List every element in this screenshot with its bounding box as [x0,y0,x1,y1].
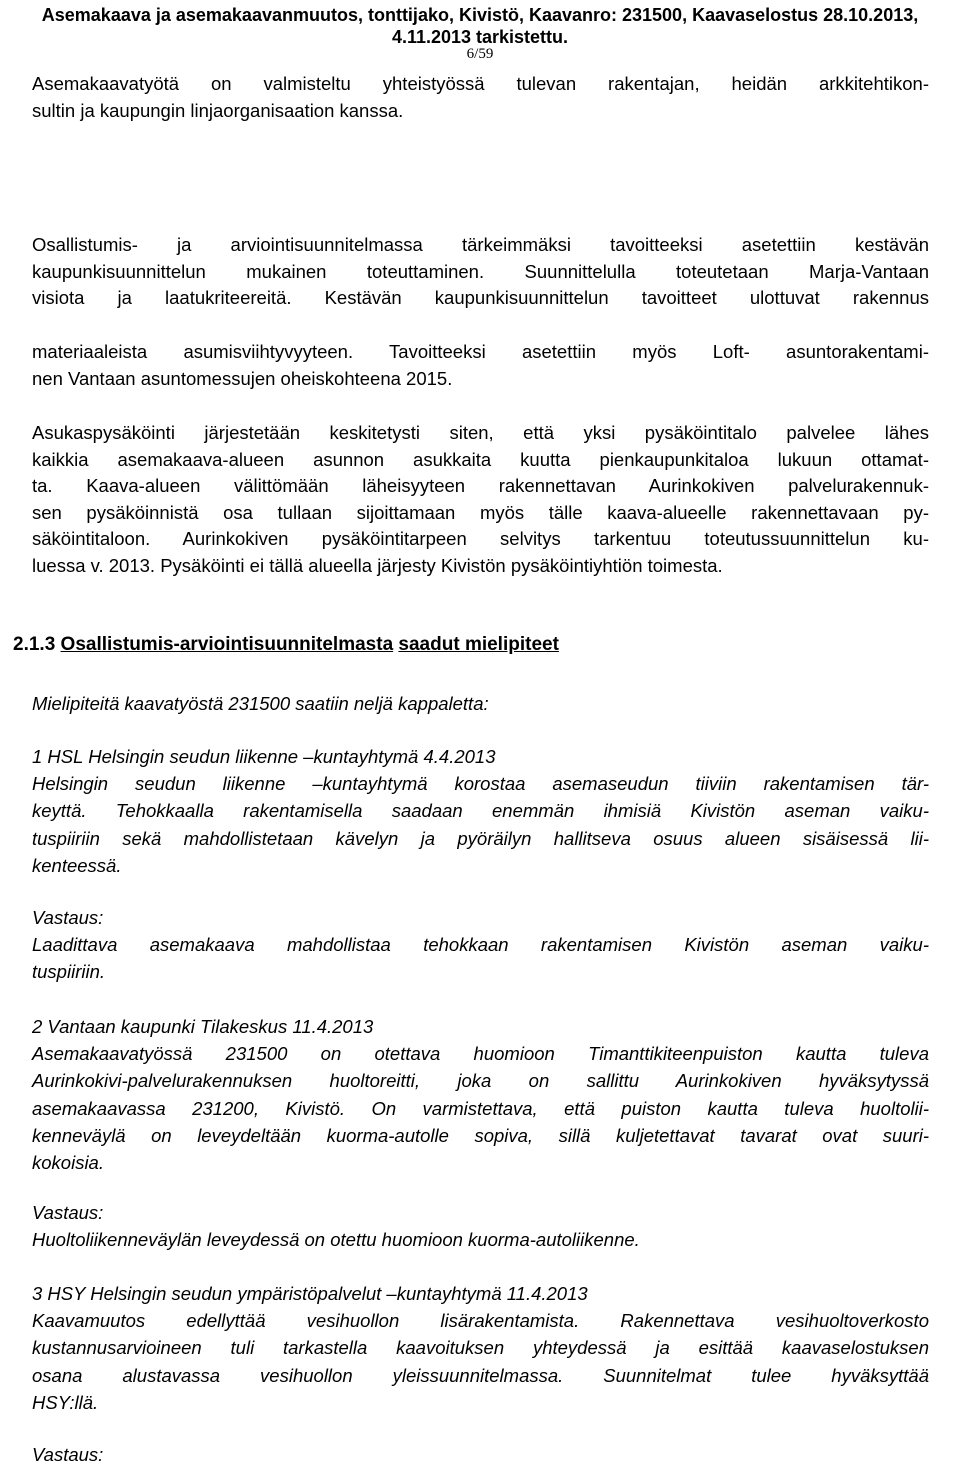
section-heading [13,632,559,658]
text-line: keyttä. Tehokkaalla rakentamisella saadaan enemmän ihmisiä Kivistön aseman vaiku- [32,800,929,822]
paragraph-3 [32,420,929,579]
text-line: kustannusarvioineen tuli tarkastella kaavoituksen yhteydessä ja esittää kaavaselostuksen [32,1337,929,1359]
text-line: luessa v. 2013. Pysäköinti ei tällä alueella järjesty Kivistön pysäköintiyhtiön toimesta. [32,554,723,576]
text-line: visiota ja laatukriteereitä. Kestävän kaupunkisuunnittelun tavoitteet ulottuvat rakennus [32,287,929,308]
text-line: sen pysäköinnistä osa tullaan sijoittamaan myös tälle kaava-alueelle rakennettavaan py- [32,501,929,523]
text-line: Mielipiteitä kaavatyöstä 231500 saatiin neljä kappaletta: [32,693,489,714]
text-line: kenneväylä on leveydeltään kuorma-autolle sopiva, sillä kuljetettavat tavarat ovat suuri- [32,1124,929,1146]
section-number: 2.1.3 [13,634,56,655]
header-line-1: Asemakaava ja asemakaavanmuutos, tonttijako, Kivistö, Kaavanro: 231500, Kaavaselostus 28.10.2013, [41,5,919,25]
paragraph-2 [32,232,929,312]
text-line: Asemakaavatyössä 231500 on otettava huomioon Timanttikiteenpuiston kautta tuleva [32,1043,929,1065]
opinion-2-answer [32,1199,929,1253]
text-line: materiaaleista asumisviihtyvyyteen. Tavoitteeksi asetettiin myös Loft- asuntorakentami- [32,341,929,362]
text-line: sultin ja kaupungin linjaorganisaation kanssa. [32,99,404,121]
text-line: Huoltoliikenneväylän leveydessä on otettu huomioon kuorma-autoliikenne. [32,1229,640,1251]
text-line: kaupunkisuunnittelun mukainen toteuttaminen. Suunnittelulla toteutetaan Marja-Vantaan [32,260,929,282]
answer-label: Vastaus: [32,1444,104,1464]
text-line: kenteessä. [32,854,122,876]
opinion-1 [32,743,929,879]
text-line: Helsingin seudun liikenne –kuntayhtymä korostaa asemaseudun tiiviin rakentamisen tär- [32,773,929,795]
page-header [0,4,960,48]
text-line: ta. Kaava-alueen välittömään läheisyyteen rakennettavan Aurinkokiven palvelurakennuk- [32,475,929,496]
opinion-2 [32,1013,929,1176]
opinion-3 [32,1280,929,1416]
text-line: säköintitaloon. Aurinkokiven pysäköintitarpeen selvitys tarkentuu toteutussuunnittelun ku- [32,528,929,549]
text-line: Asemakaavatyötä on valmisteltu yhteistyössä tulevan rakentajan, heidän arkkitehtikon- [32,73,929,94]
text-line: Osallistumis- ja arviointisuunnitelmassa tärkeimmäksi tavoitteeksi asetettiin kestävän [32,234,929,255]
header-line-2: 4.11.2013 tarkistettu. [391,27,569,47]
section-title-underlined: Osallistumis-arviointisuunnitelmasta [60,634,394,655]
section-title-rest: saadut mielipiteet [398,634,559,655]
answer-label: Vastaus: [32,1202,104,1223]
text-line: tuspiiriin sekä mahdollistetaan kävelyn ja pyöräilyn hallitseva osuus alueen sisäisessä lii- [32,827,929,849]
text-line: kokoisia. [32,1151,104,1173]
text-line: HSY:llä. [32,1391,99,1413]
opinion-title: 1 HSL Helsingin seudun liikenne –kuntayhtymä 4.4.2013 [32,746,496,767]
text-line: kaikkia asemakaava-alueen asunnon asukkaita kuutta pienkaupunkitaloa lukuun ottamat- [32,448,929,470]
answer-label: Vastaus: [32,907,104,928]
paragraph-2-continued [32,339,929,392]
text-line: asemakaavassa 231200, Kivistö. On varmistettava, että puiston kautta tuleva huoltolii- [32,1097,929,1119]
text-line: Aurinkokivi-palvelurakennuksen huoltoreitti, joka on sallittu Aurinkokiven hyväksytyssä [32,1070,929,1092]
page-number: 6/59 [466,46,494,62]
text-line: Kaavamuutos edellyttää vesihuollon lisärakentamista. Rakennettava vesihuoltoverkosto [32,1310,929,1332]
text-line: Laadittava asemakaava mahdollistaa tehokkaan rakentamisen Kivistön aseman vaiku- [32,934,929,956]
text-line: osana alustavassa vesihuollon yleissuunnitelmassa. Suunnitelmat tulee hyväksyttää [32,1364,929,1386]
opinions-intro [32,690,929,717]
opinion-title: 2 Vantaan kaupunki Tilakeskus 11.4.2013 [32,1016,374,1037]
text-line: Asukaspysäköinti järjestetään keskitetysti siten, että yksi pysäköintitalo palvelee lähes [32,422,929,443]
opinion-title: 3 HSY Helsingin seudun ympäristöpalvelut –kuntayhtymä 11.4.2013 [32,1283,588,1304]
text-line: tuspiiriin. [32,961,105,983]
text-line: nen Vantaan asuntomessujen oheiskohteena 2015. [32,367,453,389]
opinion-3-answer [32,1441,929,1464]
opinion-1-answer [32,904,929,986]
paragraph-1 [32,71,929,124]
